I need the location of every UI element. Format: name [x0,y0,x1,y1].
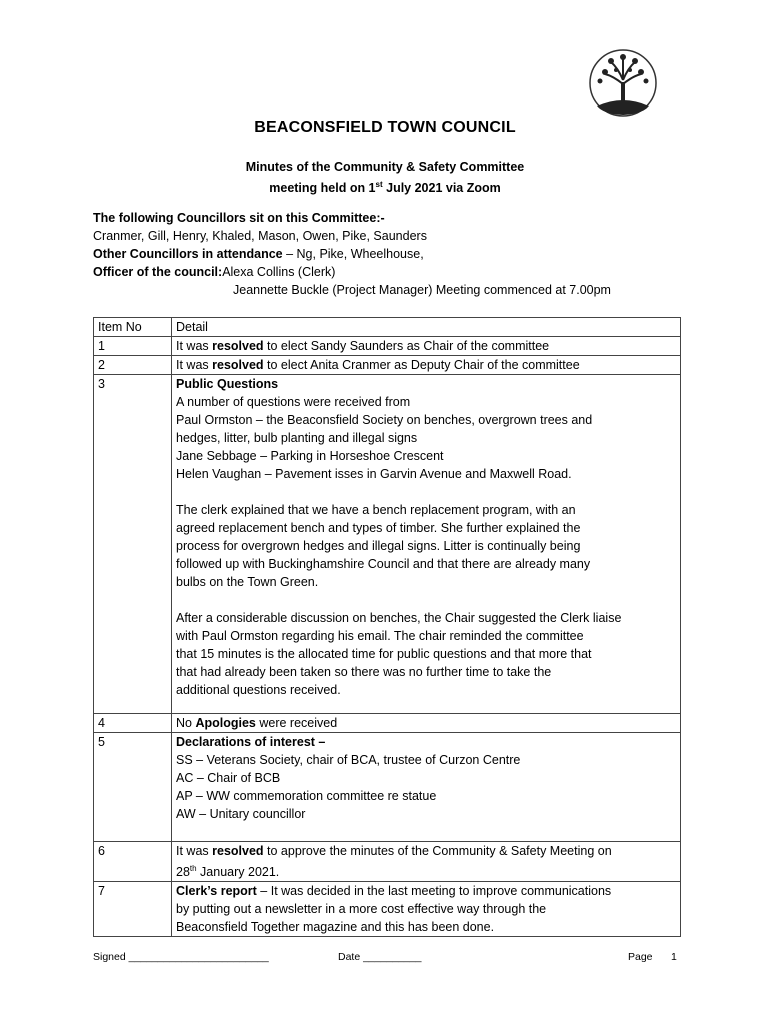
item-number: 5 [94,733,172,842]
item-detail: It was resolved to approve the minutes of the Community & Safety Meeting on 28th January 2021. [172,842,681,882]
public-questions-heading: Public Questions [176,377,279,391]
item-number: 4 [94,714,172,733]
header-detail: Detail [172,318,681,337]
table-row [94,882,681,937]
minutes-table [93,317,681,937]
page-number: 1 [671,951,677,963]
item-detail: Public Questions A number of questions were received from Paul Ormston – the Beaconsfield Society on benches, overgrown trees and hedges, litter, bulb planting and illegal signs Jane Sebbage – Parking in Horseshoe Crescent Helen Vaughan – Pavement isses in Garvin Avenue and Maxwell Road. The clerk explained that we have a bench replacement program, with an agreed replacement bench and types of timber. She further explained the process for overgrown hedges and illegal signs. Litter is continually being followed up with Buckinghamshire Council and that there are already many bulbs on the Town Green. After a considerable discussion on benches, the Chair suggested the Clerk liaise with Paul Ormston regarding his email. The chair reminded the committee that 15 minutes is the allocated time for public questions and that more that that had already been taken so there was no further time to take the additional questions received. [172,375,681,714]
subtitle-line-1: Minutes of the Community & Safety Committee [245,160,525,174]
page-label: Page [628,951,653,963]
item-detail: Clerk’s report – It was decided in the last meeting to improve communications by putting out a newsletter in a more cost effective way through the Beaconsfield Together magazine and this has been done. [172,882,681,937]
other-councillors: Other Councillors in attendance – Ng, Pike, Wheelhouse, [93,247,424,261]
table-row [94,842,681,882]
item-number: 3 [94,375,172,714]
item-number: 1 [94,337,172,356]
table-row [94,733,681,842]
table-row [94,337,681,356]
table-header-row [94,318,681,337]
tree-logo-icon [583,48,663,118]
officer-line: Officer of the council:Alexa Collins (Clerk) [93,265,336,279]
page-title: BEACONSFIELD TOWN COUNCIL [254,119,516,136]
item-detail: It was resolved to elect Sandy Saunders as Chair of the committee [172,337,681,356]
item-number: 6 [94,842,172,882]
attendance-section [93,209,693,299]
table-row [94,714,681,733]
item-detail: It was resolved to elect Anita Cranmer as Deputy Chair of the committee [172,356,681,375]
item-detail: No Apologies were received [172,714,681,733]
meeting-subtitle [0,159,770,197]
table-row [94,375,681,714]
item-number: 7 [94,882,172,937]
second-officer-line: Jeannette Buckle (Project Manager) Meeting commenced at 7.00pm [233,283,611,297]
subtitle-line-2: meeting held on 1st July 2021 via Zoom [269,180,501,196]
date-line: Date __________ [338,951,422,963]
item-detail: Declarations of interest – SS – Veterans Society, chair of BCA, trustee of Curzon Centre AC – Chair of BCB AP – WW commemoration committee re statue AW – Unitary councillor [172,733,681,842]
item-number: 2 [94,356,172,375]
committee-heading: The following Councillors sit on this Committee:- [93,211,385,225]
committee-members: Cranmer, Gill, Henry, Khaled, Mason, Owen, Pike, Saunders [93,229,427,243]
table-row [94,356,681,375]
signed-line: Signed ________________________ [93,951,269,963]
header-item-no: Item No [94,318,172,337]
